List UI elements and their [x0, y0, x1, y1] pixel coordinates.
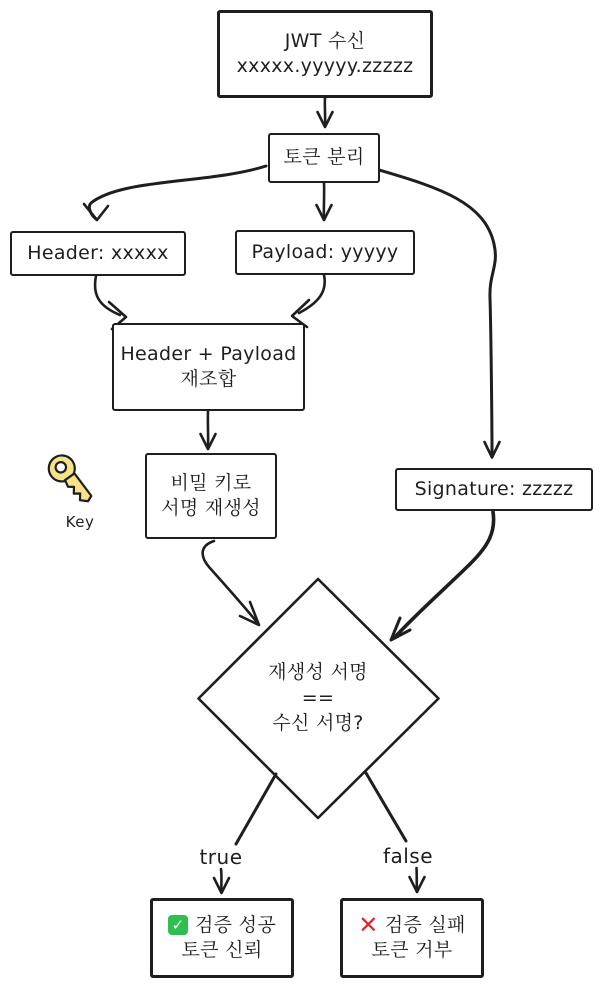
key-icon: [44, 449, 106, 517]
jwt-received-title: JWT 수신: [284, 29, 366, 52]
arrow-split-to-signature: [379, 170, 495, 456]
decision-line2: ==: [301, 686, 335, 709]
key-icon-label: Key: [65, 513, 95, 531]
arrow-true-to-success: [221, 869, 222, 891]
false-branch-label: false: [382, 844, 434, 868]
jwt-token-format: xxxxx.yyyyy.zzzzz: [236, 55, 414, 77]
node-signature-regenerate: [145, 453, 277, 539]
line-decision-to-false: [366, 773, 406, 841]
node-signature-part: [395, 468, 593, 511]
arrow-false-to-fail: [417, 868, 418, 890]
fail-line2: 토큰 거부: [371, 939, 453, 961]
decision-line1: 재생성 서명: [268, 661, 368, 683]
regen-line2: 서명 재생성: [161, 497, 261, 519]
node-recombine: [112, 323, 305, 411]
header-part-label: Header: xxxxx: [27, 241, 169, 264]
arrow-signature-to-decision: [396, 512, 494, 636]
decision-line3: 수신 서명?: [272, 712, 364, 735]
success-line1: 검증 성공: [195, 913, 276, 936]
node-header-part: [10, 231, 186, 276]
cross-icon: ✕: [358, 911, 379, 940]
true-branch-label: true: [199, 845, 243, 869]
decision-diamond-text: [218, 660, 418, 737]
node-token-split: [268, 133, 380, 183]
success-line2: 토큰 신뢰: [181, 939, 263, 961]
node-jwt-received: [217, 10, 433, 98]
arrowhead-split-to-header: [84, 204, 108, 220]
arrow-regen-to-decision: [203, 541, 256, 621]
recombine-line1: Header + Payload: [120, 342, 297, 365]
node-verification-fail: [340, 898, 484, 978]
regen-line1: 비밀 키로: [170, 471, 252, 494]
node-verification-success: [150, 898, 294, 978]
node-payload-part: [235, 230, 415, 275]
line-decision-to-true: [236, 774, 276, 844]
arrow-split-to-header: [89, 166, 266, 219]
check-icon: ✓: [168, 915, 188, 935]
token-split-label: 토큰 분리: [283, 146, 365, 169]
fail-line1: 검증 실패: [384, 913, 466, 936]
signature-part-label: Signature: zzzzz: [414, 477, 574, 500]
recombine-line2: 재조합: [180, 368, 237, 390]
payload-part-label: Payload: yyyyy: [251, 240, 399, 263]
